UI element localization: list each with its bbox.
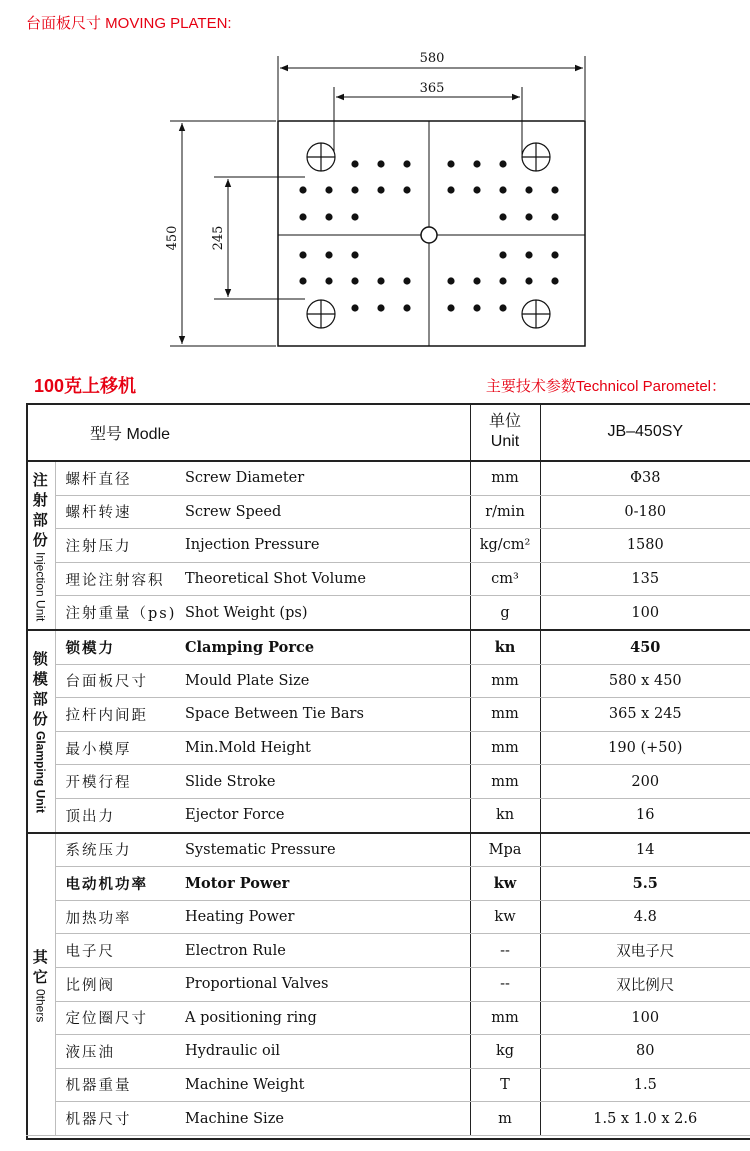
param-name-cn: 系统压力: [55, 833, 181, 867]
param-unit: kn: [470, 798, 540, 832]
param-name-cn: 螺杆直径: [55, 461, 181, 495]
mounting-hole: [351, 251, 358, 258]
table-row: [26, 596, 750, 630]
param-value: 100: [540, 1001, 750, 1035]
mounting-hole: [499, 251, 506, 258]
param-name-cn: 螺杆转速: [55, 495, 181, 529]
param-name-cn: 定位圈尺寸: [55, 1001, 181, 1035]
mounting-hole: [351, 277, 358, 284]
tie-bar-hole: [522, 300, 550, 328]
mounting-hole: [525, 251, 532, 258]
param-name-cn: 台面板尺寸: [55, 664, 181, 698]
param-unit: --: [470, 934, 540, 968]
group-label-cn: 它: [32, 967, 48, 986]
param-name-en: Hydraulic oil: [181, 1035, 470, 1069]
table-row: [26, 664, 750, 698]
mounting-hole: [551, 186, 558, 193]
table-row: [26, 1068, 750, 1102]
mounting-hole: [299, 186, 306, 193]
param-value: 1.5: [540, 1068, 750, 1102]
param-name-en: Shot Weight (ps): [181, 596, 470, 630]
group-label-cn: 其: [32, 947, 48, 966]
mounting-hole: [325, 251, 332, 258]
spec-table: [26, 404, 750, 1136]
mounting-hole: [377, 186, 384, 193]
unit-header-en: Unit: [490, 433, 520, 450]
mounting-hole: [447, 186, 454, 193]
param-value: 100: [540, 596, 750, 630]
param-name-cn: 顶出力: [55, 798, 181, 832]
param-unit: mm: [470, 698, 540, 732]
mounting-hole: [377, 304, 384, 311]
table-row: [26, 967, 750, 1001]
table-row: [26, 1001, 750, 1035]
platen-title: 台面板尺寸 MOVING PLATEN:: [26, 15, 232, 32]
mounting-hole: [377, 160, 384, 167]
mounting-hole: [499, 160, 506, 167]
param-value: 190 (+50): [540, 731, 750, 765]
param-value: 4.8: [540, 900, 750, 934]
group-label-cn: 部: [32, 510, 48, 529]
table-row: [26, 1035, 750, 1069]
mounting-hole: [299, 277, 306, 284]
param-name-en: Min.Mold Height: [181, 731, 470, 765]
param-name-cn: 锁模力: [55, 630, 181, 664]
param-unit: --: [470, 967, 540, 1001]
param-name-en: Clamping Porce: [181, 630, 470, 664]
group-label-cn: 锁: [32, 650, 48, 669]
param-value: 双电子尺: [540, 934, 750, 968]
mounting-hole: [525, 186, 532, 193]
param-value: 1580: [540, 529, 750, 563]
param-unit: kg/cm²: [470, 529, 540, 563]
param-unit: kw: [470, 900, 540, 934]
param-unit: kg: [470, 1035, 540, 1069]
param-value: 200: [540, 765, 750, 799]
mounting-hole: [377, 277, 384, 284]
param-value: 365 x 245: [540, 698, 750, 732]
param-name-en: A positioning ring: [181, 1001, 470, 1035]
table-header-row: [26, 404, 750, 461]
model-label: 型号 Modle: [26, 404, 470, 461]
table-row: [26, 529, 750, 563]
group-label-cn: 份: [32, 530, 48, 549]
dimension-lines: [170, 56, 585, 346]
param-name-cn: 比例阀: [55, 967, 181, 1001]
param-value: 5.5: [540, 867, 750, 901]
param-name-en: Electron Rule: [181, 934, 470, 968]
mounting-hole: [551, 277, 558, 284]
mounting-hole: [299, 251, 306, 258]
table-row: [26, 900, 750, 934]
table-row: [26, 495, 750, 529]
param-name-cn: 理论注射容积: [55, 562, 181, 596]
param-name-cn: 机器尺寸: [55, 1102, 181, 1136]
param-unit: m: [470, 1102, 540, 1136]
param-name-en: Machine Weight: [181, 1068, 470, 1102]
mounting-hole: [351, 186, 358, 193]
tie-bar-hole: [307, 300, 335, 328]
machine-title: 100克上移机: [34, 376, 137, 396]
mounting-hole: [551, 213, 558, 220]
param-name-en: Screw Diameter: [181, 461, 470, 495]
mounting-hole: [499, 304, 506, 311]
param-value: 14: [540, 833, 750, 867]
param-value: 580 x 450: [540, 664, 750, 698]
width-dimension-label: 580: [419, 51, 445, 66]
mounting-hole: [325, 186, 332, 193]
group-label: [26, 833, 55, 1136]
mounting-hole: [325, 213, 332, 220]
mounting-hole: [499, 186, 506, 193]
param-name-cn: 电子尺: [55, 934, 181, 968]
tiebar-h-dimension-label: 365: [419, 81, 445, 96]
param-unit: mm: [470, 765, 540, 799]
param-value: 135: [540, 562, 750, 596]
param-name-cn: 注射压力: [55, 529, 181, 563]
param-name-en: Mould Plate Size: [181, 664, 470, 698]
table-row: [26, 731, 750, 765]
table-row: [26, 562, 750, 596]
mounting-hole: [325, 277, 332, 284]
group-label-en: Glamping Unit: [33, 731, 48, 814]
param-name-en: Heating Power: [181, 900, 470, 934]
mounting-hole: [351, 304, 358, 311]
mounting-hole: [499, 213, 506, 220]
unit-header-cn: 单位: [489, 413, 522, 430]
tiebar-v-dimension-label: 245: [211, 225, 226, 251]
model-value: JB–450SY: [540, 404, 750, 461]
group-label: [26, 630, 55, 833]
group-label: [26, 461, 55, 630]
param-unit: T: [470, 1068, 540, 1102]
param-name-en: Theoretical Shot Volume: [181, 562, 470, 596]
param-value: 80: [540, 1035, 750, 1069]
param-name-cn: 液压油: [55, 1035, 181, 1069]
param-value: Φ38: [540, 461, 750, 495]
table-row: [26, 698, 750, 732]
param-name-en: Motor Power: [181, 867, 470, 901]
mounting-hole: [499, 277, 506, 284]
mounting-hole: [403, 304, 410, 311]
tie-bar-hole: [307, 143, 335, 171]
group-label-cn: 射: [32, 490, 48, 509]
table-row: [26, 630, 750, 664]
param-unit: mm: [470, 1001, 540, 1035]
param-name-en: Machine Size: [181, 1102, 470, 1136]
param-value: 0-180: [540, 495, 750, 529]
param-name-cn: 电动机功率: [55, 867, 181, 901]
table-row: [26, 798, 750, 832]
unit-header: [470, 404, 540, 461]
param-name-en: Ejector Force: [181, 798, 470, 832]
param-unit: mm: [470, 731, 540, 765]
param-name-cn: 最小模厚: [55, 731, 181, 765]
mounting-hole: [447, 277, 454, 284]
height-dimension-label: 450: [165, 225, 180, 251]
group-label-cn: 份: [32, 710, 48, 729]
param-value: 16: [540, 798, 750, 832]
mounting-hole: [473, 186, 480, 193]
param-unit: mm: [470, 461, 540, 495]
mounting-hole: [447, 160, 454, 167]
param-value: 1.5 x 1.0 x 2.6: [540, 1102, 750, 1136]
param-name-en: Space Between Tie Bars: [181, 698, 470, 732]
param-name-cn: 开模行程: [55, 765, 181, 799]
parameters-title: 主要技术参数Technicol Parometel：: [485, 378, 726, 395]
param-name-en: Slide Stroke: [181, 765, 470, 799]
param-name-cn: 机器重量: [55, 1068, 181, 1102]
tie-bar-hole: [522, 143, 550, 171]
param-unit: kw: [470, 867, 540, 901]
mounting-hole: [351, 213, 358, 220]
group-label-en: Injection Unit: [33, 551, 48, 622]
group-label-cn: 部: [32, 690, 48, 709]
group-label-en: 0thers: [33, 988, 48, 1022]
platen-diagram: [0, 40, 750, 360]
param-unit: g: [470, 596, 540, 630]
param-name-en: Injection Pressure: [181, 529, 470, 563]
mounting-hole: [473, 160, 480, 167]
param-unit: cm³: [470, 562, 540, 596]
table-row: [26, 833, 750, 867]
group-label-cn: 注: [32, 470, 48, 489]
mounting-hole: [351, 160, 358, 167]
table-row: [26, 461, 750, 495]
param-name-en: Proportional Valves: [181, 967, 470, 1001]
param-unit: kn: [470, 630, 540, 664]
mounting-hole: [403, 160, 410, 167]
center-hole: [421, 227, 437, 243]
param-value: 450: [540, 630, 750, 664]
table-row: [26, 867, 750, 901]
param-name-cn: 加热功率: [55, 900, 181, 934]
table-row: [26, 1102, 750, 1136]
mounting-hole: [551, 251, 558, 258]
param-value: 双比例尺: [540, 967, 750, 1001]
mounting-hole: [525, 277, 532, 284]
param-name-en: Screw Speed: [181, 495, 470, 529]
mounting-hole: [473, 304, 480, 311]
mounting-hole: [403, 186, 410, 193]
table-bottom-border: [26, 1138, 750, 1140]
group-label-cn: 模: [32, 670, 48, 689]
mounting-hole: [299, 213, 306, 220]
mounting-hole: [473, 277, 480, 284]
param-unit: mm: [470, 664, 540, 698]
mounting-hole: [447, 304, 454, 311]
mounting-hole: [403, 277, 410, 284]
table-row: [26, 765, 750, 799]
param-unit: Mpa: [470, 833, 540, 867]
param-name-en: Systematic Pressure: [181, 833, 470, 867]
param-name-cn: 注射重量（ps): [55, 596, 181, 630]
mounting-hole: [525, 213, 532, 220]
table-row: [26, 934, 750, 968]
param-unit: r/min: [470, 495, 540, 529]
param-name-cn: 拉杆内间距: [55, 698, 181, 732]
